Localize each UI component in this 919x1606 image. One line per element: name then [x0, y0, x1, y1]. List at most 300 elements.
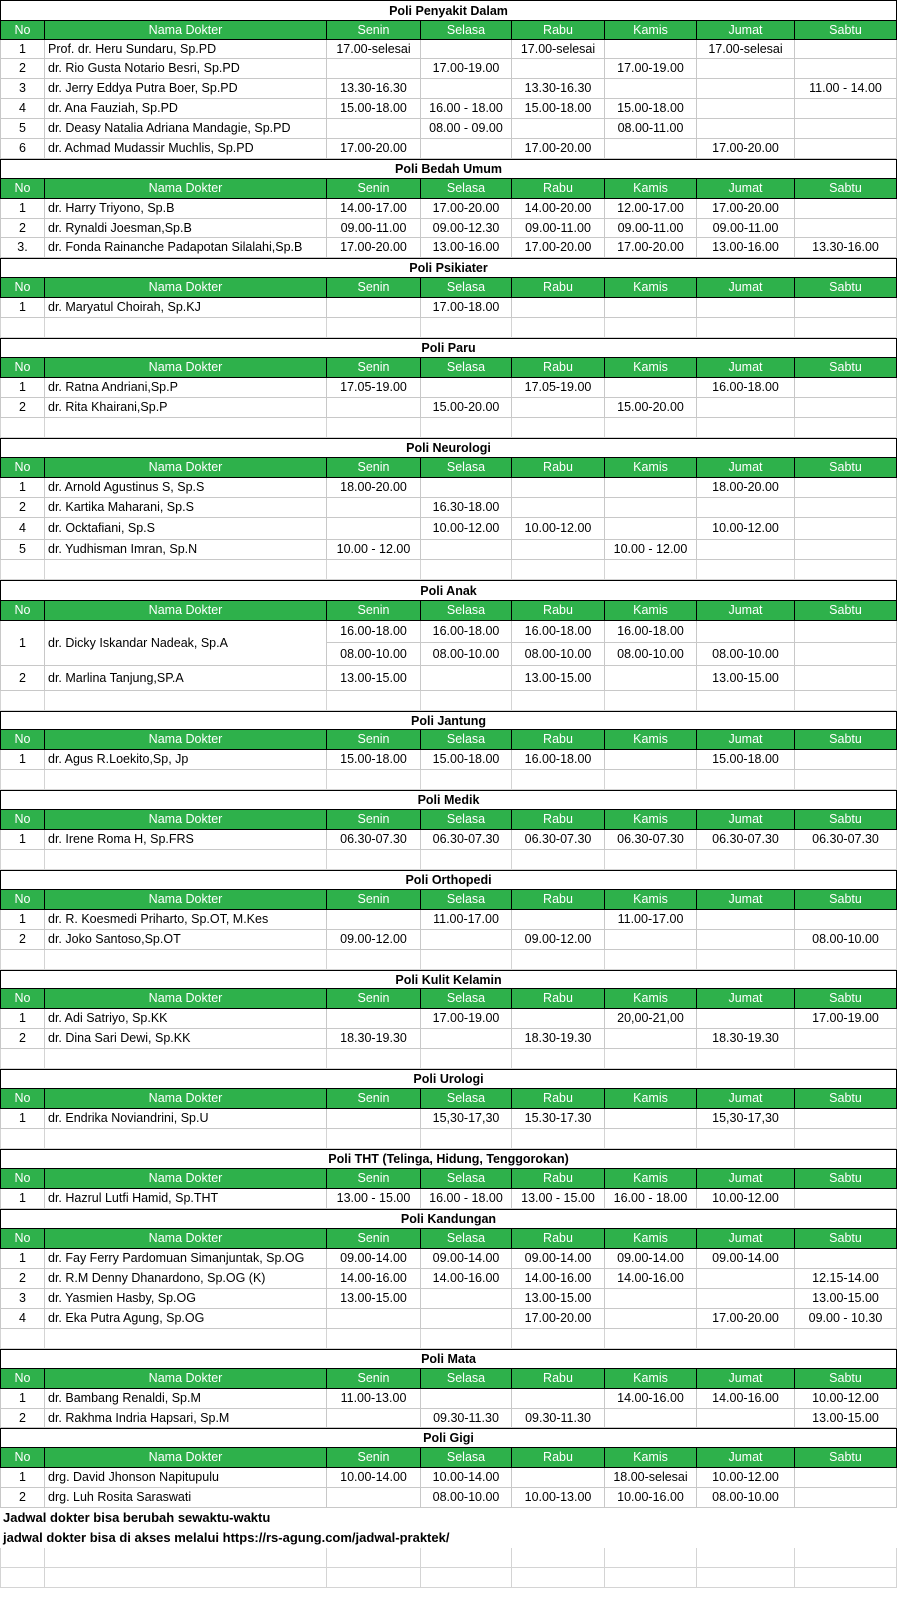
- blank-cell: [512, 770, 605, 790]
- blank-cell: [697, 1329, 795, 1349]
- schedule-cell: 17.00-19.00: [421, 1009, 512, 1029]
- schedule-cell: [697, 1009, 795, 1029]
- blank-cell: [0, 560, 45, 580]
- schedule-cell: [512, 298, 605, 318]
- schedule-cell: [327, 298, 421, 318]
- table-row: [0, 621, 919, 666]
- header-doctor-name: Nama Dokter: [45, 730, 327, 750]
- header-no: No: [0, 1229, 45, 1249]
- schedule-cell: [327, 59, 421, 79]
- section-title: Poli Orthopedi: [0, 870, 897, 890]
- blank-cell: [795, 691, 897, 711]
- header-day-sabtu: Sabtu: [795, 1448, 897, 1468]
- schedule-cell: [795, 59, 897, 79]
- schedule-cell: 17.00-20.00: [697, 199, 795, 219]
- schedule-cell: [421, 1029, 512, 1049]
- blank-cell: [697, 950, 795, 970]
- header-day-selasa: Selasa: [421, 179, 512, 199]
- schedule-cell: 06.30-07.30: [512, 830, 605, 850]
- blank-cell: [605, 318, 697, 338]
- header-day-rabu: Rabu: [512, 358, 605, 378]
- schedule-cell: 17.00-19.00: [795, 1009, 897, 1029]
- schedule-cell: [795, 540, 897, 560]
- schedule-cell: 17.00-19.00: [421, 59, 512, 79]
- table-row: [0, 59, 919, 79]
- table-row: [0, 119, 919, 139]
- schedule-cell: 17.00-selesai: [512, 40, 605, 59]
- schedule-cell: 11.00-17.00: [421, 910, 512, 930]
- row-number: 1: [0, 40, 45, 59]
- row-number: 2: [0, 219, 45, 238]
- blank-cell: [795, 318, 897, 338]
- blank-cell: [0, 691, 45, 711]
- header-day-selasa: Selasa: [421, 21, 512, 40]
- section-title-row: [0, 159, 919, 179]
- schedule-cell: 10.00-12.00: [795, 1389, 897, 1409]
- schedule-cell: 13.00-15.00: [512, 1289, 605, 1309]
- schedule-cell: [795, 99, 897, 119]
- doctor-name: dr. Bambang Renaldi, Sp.M: [45, 1389, 327, 1409]
- schedule-cell: [605, 930, 697, 950]
- schedule-cell: 08.00-11.00: [605, 119, 697, 139]
- schedule-slot: 16.00-18.00: [605, 621, 696, 643]
- schedule-cell: 09.00-12.00: [512, 930, 605, 950]
- schedule-cell: 09.00-14.00: [697, 1249, 795, 1269]
- blank-cell: [45, 691, 327, 711]
- row-number: 1: [0, 910, 45, 930]
- row-number: 1: [0, 621, 45, 666]
- schedule-cell: 12.00-17.00: [605, 199, 697, 219]
- row-number: 2: [0, 930, 45, 950]
- schedule-cell: [421, 1289, 512, 1309]
- schedule-cell: 13.00-16.00: [697, 238, 795, 258]
- header-no: No: [0, 1089, 45, 1109]
- table-header-row: [0, 989, 919, 1009]
- row-number: 3.: [0, 238, 45, 258]
- blank-cell: [697, 691, 795, 711]
- header-day-jumat: Jumat: [697, 601, 795, 621]
- table-header-row: [0, 179, 919, 199]
- schedule-cell: 14.00-16.00: [512, 1269, 605, 1289]
- header-day-sabtu: Sabtu: [795, 358, 897, 378]
- header-day-selasa: Selasa: [421, 458, 512, 478]
- schedule-cell: 09.30-11.30: [421, 1409, 512, 1428]
- schedule-cell: [697, 79, 795, 99]
- blank-cell: [512, 1548, 605, 1568]
- schedule-cell: 15.00-18.00: [421, 750, 512, 770]
- blank-cell: [327, 318, 421, 338]
- row-number: 2: [0, 1488, 45, 1508]
- row-number: 1: [0, 1468, 45, 1488]
- section-title-row: [0, 790, 919, 810]
- table-row: [0, 478, 919, 498]
- header-doctor-name: Nama Dokter: [45, 1229, 327, 1249]
- doctor-name: dr. Yasmien Hasby, Sp.OG: [45, 1289, 327, 1309]
- header-day-kamis: Kamis: [605, 278, 697, 298]
- header-day-senin: Senin: [327, 1169, 421, 1189]
- schedule-cell: [421, 930, 512, 950]
- schedule-cell: 11.00 - 14.00: [795, 79, 897, 99]
- blank-cell: [512, 1049, 605, 1069]
- section-title-row: [0, 438, 919, 458]
- schedule-cell: [605, 378, 697, 398]
- doctor-name: dr. Yudhisman Imran, Sp.N: [45, 540, 327, 560]
- table-header-row: [0, 1229, 919, 1249]
- blank-row: [0, 560, 919, 580]
- doctor-name: dr. Ocktafiani, Sp.S: [45, 518, 327, 540]
- schedule-cell: 10.00 - 12.00: [327, 540, 421, 560]
- blank-cell: [0, 1049, 45, 1069]
- schedule-cell: [327, 621, 421, 666]
- header-doctor-name: Nama Dokter: [45, 989, 327, 1009]
- header-day-selasa: Selasa: [421, 278, 512, 298]
- schedule-cell: 15.00-20.00: [605, 398, 697, 418]
- table-row: [0, 750, 919, 770]
- schedule-cell: [605, 1109, 697, 1129]
- row-number: 4: [0, 99, 45, 119]
- table-row: [0, 1289, 919, 1309]
- header-doctor-name: Nama Dokter: [45, 278, 327, 298]
- section-title-row: [0, 870, 919, 890]
- schedule-cell: 18.30-19.30: [512, 1029, 605, 1049]
- table-row: [0, 398, 919, 418]
- blank-cell: [697, 318, 795, 338]
- blank-cell: [795, 1548, 897, 1568]
- blank-cell: [421, 1548, 512, 1568]
- row-number: 1: [0, 1009, 45, 1029]
- blank-cell: [605, 1548, 697, 1568]
- doctor-name: Prof. dr. Heru Sundaru, Sp.PD: [45, 40, 327, 59]
- doctor-name: drg. Luh Rosita Saraswati: [45, 1488, 327, 1508]
- blank-cell: [605, 950, 697, 970]
- doctor-name: dr. Fonda Rainanche Padapotan Silalahi,Sp.B: [45, 238, 327, 258]
- header-day-rabu: Rabu: [512, 1169, 605, 1189]
- schedule-cell: 12.15-14.00: [795, 1269, 897, 1289]
- section-title: Poli Penyakit Dalam: [0, 0, 897, 21]
- doctor-name: dr. Deasy Natalia Adriana Mandagie, Sp.PD: [45, 119, 327, 139]
- header-day-senin: Senin: [327, 810, 421, 830]
- schedule-cell: [605, 40, 697, 59]
- row-number: 4: [0, 518, 45, 540]
- header-doctor-name: Nama Dokter: [45, 1169, 327, 1189]
- header-no: No: [0, 278, 45, 298]
- schedule-slot: 08.00-10.00: [432, 646, 500, 661]
- header-no: No: [0, 730, 45, 750]
- row-number: 1: [0, 750, 45, 770]
- schedule-cell: 13.00-15.00: [327, 1289, 421, 1309]
- blank-cell: [327, 850, 421, 870]
- schedule-cell: 14.00-20.00: [512, 199, 605, 219]
- blank-cell: [421, 1049, 512, 1069]
- schedule-slot: [697, 621, 794, 643]
- schedule-cell: 10.00 - 12.00: [605, 540, 697, 560]
- schedule-cell: 08.00-10.00: [795, 930, 897, 950]
- schedule-cell: 17.00-20.00: [605, 238, 697, 258]
- header-day-sabtu: Sabtu: [795, 179, 897, 199]
- doctor-name: dr. Rakhma Indria Hapsari, Sp.M: [45, 1409, 327, 1428]
- blank-cell: [45, 950, 327, 970]
- schedule-cell: 17.05-19.00: [327, 378, 421, 398]
- blank-cell: [512, 560, 605, 580]
- table-header-row: [0, 810, 919, 830]
- blank-cell: [605, 770, 697, 790]
- header-day-sabtu: Sabtu: [795, 458, 897, 478]
- schedule-cell: 17.00-selesai: [697, 40, 795, 59]
- row-number: 1: [0, 478, 45, 498]
- section-title-row: [0, 711, 919, 730]
- table-row: [0, 1009, 919, 1029]
- schedule-cell: [795, 298, 897, 318]
- doctor-name: dr. Eka Putra Agung, Sp.OG: [45, 1309, 327, 1329]
- schedule-cell: 09.00-11.00: [327, 219, 421, 238]
- schedule-cell: 17.00-20.00: [512, 139, 605, 159]
- schedule-cell: [697, 59, 795, 79]
- schedule-cell: [605, 298, 697, 318]
- schedule-cell: [697, 1269, 795, 1289]
- header-no: No: [0, 1448, 45, 1468]
- doctor-name: dr. Rio Gusta Notario Besri, Sp.PD: [45, 59, 327, 79]
- header-day-jumat: Jumat: [697, 358, 795, 378]
- schedule-cell: 11.00-17.00: [605, 910, 697, 930]
- schedule-cell: [327, 1409, 421, 1428]
- schedule-cell: [697, 621, 795, 666]
- schedule-slot: 08.00-10.00: [340, 646, 407, 661]
- header-doctor-name: Nama Dokter: [45, 21, 327, 40]
- schedule-cell: [697, 930, 795, 950]
- blank-cell: [45, 1568, 327, 1588]
- header-day-sabtu: Sabtu: [795, 1169, 897, 1189]
- blank-cell: [512, 950, 605, 970]
- schedule-cell: 09.00-11.00: [605, 219, 697, 238]
- schedule-cell: 13.00 - 15.00: [327, 1189, 421, 1209]
- schedule-cell: [795, 119, 897, 139]
- header-day-senin: Senin: [327, 1448, 421, 1468]
- schedule-cell: 16.30-18.00: [421, 498, 512, 518]
- schedule-cell: [795, 40, 897, 59]
- table-row: [0, 1468, 919, 1488]
- section-title-row: [0, 338, 919, 358]
- schedule-cell: 13.00-16.00: [421, 238, 512, 258]
- header-day-rabu: Rabu: [512, 179, 605, 199]
- schedule-slot: 08.00-10.00: [617, 646, 684, 661]
- blank-cell: [0, 1548, 45, 1568]
- schedule-cell: 09.00-11.00: [697, 219, 795, 238]
- schedule-cell: [421, 1309, 512, 1329]
- schedule-cell: 09.00-14.00: [327, 1249, 421, 1269]
- schedule-cell: [697, 1409, 795, 1428]
- table-header-row: [0, 358, 919, 378]
- schedule-cell: [327, 518, 421, 540]
- section-title: Poli Jantung: [0, 711, 897, 730]
- header-day-jumat: Jumat: [697, 179, 795, 199]
- schedule-cell: [512, 1009, 605, 1029]
- schedule-cell: [795, 666, 897, 691]
- row-number: 2: [0, 59, 45, 79]
- section-title-row: [0, 1149, 919, 1169]
- table-row: [0, 40, 919, 59]
- schedule-cell: [795, 219, 897, 238]
- schedule-cell: 09.00-12.30: [421, 219, 512, 238]
- schedule-cell: 09.30-11.30: [512, 1409, 605, 1428]
- section-title: Poli Mata: [0, 1349, 897, 1369]
- schedule-cell: 18.00-20.00: [327, 478, 421, 498]
- header-day-kamis: Kamis: [605, 1448, 697, 1468]
- table-header-row: [0, 601, 919, 621]
- blank-cell: [795, 850, 897, 870]
- header-day-rabu: Rabu: [512, 21, 605, 40]
- blank-row: [0, 770, 919, 790]
- schedule-cell: 17.00-20.00: [697, 1309, 795, 1329]
- header-day-sabtu: Sabtu: [795, 21, 897, 40]
- header-day-senin: Senin: [327, 179, 421, 199]
- schedule-cell: [327, 1488, 421, 1508]
- schedule-cell: 17.00-20.00: [327, 238, 421, 258]
- header-day-rabu: Rabu: [512, 601, 605, 621]
- schedule-cell: [605, 1409, 697, 1428]
- blank-cell: [421, 1568, 512, 1588]
- blank-cell: [512, 850, 605, 870]
- schedule-cell: [421, 1389, 512, 1409]
- header-day-selasa: Selasa: [421, 730, 512, 750]
- schedule-cell: 17.00-20.00: [697, 139, 795, 159]
- header-doctor-name: Nama Dokter: [45, 1369, 327, 1389]
- schedule-cell: [697, 540, 795, 560]
- schedule-cell: 10.00-14.00: [421, 1468, 512, 1488]
- header-day-rabu: Rabu: [512, 730, 605, 750]
- blank-cell: [795, 560, 897, 580]
- schedule-cell: [327, 498, 421, 518]
- schedule-cell: [421, 40, 512, 59]
- header-day-kamis: Kamis: [605, 989, 697, 1009]
- table-row: [0, 498, 919, 518]
- schedule-cell: [327, 1109, 421, 1129]
- blank-cell: [45, 418, 327, 438]
- table-row: [0, 666, 919, 691]
- schedule-cell: [512, 478, 605, 498]
- schedule-cell: 13.30-16.00: [795, 238, 897, 258]
- schedule-cell: [512, 59, 605, 79]
- schedule-cell: 10.00-16.00: [605, 1488, 697, 1508]
- schedule-cell: 16.00 - 18.00: [605, 1189, 697, 1209]
- doctor-name: dr. Marlina Tanjung,SP.A: [45, 666, 327, 691]
- blank-cell: [697, 1568, 795, 1588]
- schedule-cell: 06.30-07.30: [697, 830, 795, 850]
- blank-cell: [0, 318, 45, 338]
- schedule-cell: [512, 540, 605, 560]
- table-header-row: [0, 1448, 919, 1468]
- header-no: No: [0, 1369, 45, 1389]
- doctor-name: dr. Joko Santoso,Sp.OT: [45, 930, 327, 950]
- blank-cell: [421, 950, 512, 970]
- blank-cell: [45, 1129, 327, 1149]
- blank-cell: [697, 1129, 795, 1149]
- header-day-senin: Senin: [327, 730, 421, 750]
- blank-cell: [421, 560, 512, 580]
- section-title-row: [0, 1428, 919, 1448]
- blank-cell: [421, 1129, 512, 1149]
- section-title: Poli Medik: [0, 790, 897, 810]
- section-title-row: [0, 970, 919, 989]
- doctor-name: dr. Ratna Andriani,Sp.P: [45, 378, 327, 398]
- table-row: [0, 830, 919, 850]
- section-title-row: [0, 258, 919, 278]
- row-number: 2: [0, 1409, 45, 1428]
- blank-row: [0, 1049, 919, 1069]
- table-row: [0, 1389, 919, 1409]
- doctor-name: dr. Maryatul Choirah, Sp.KJ: [45, 298, 327, 318]
- footer-note: Jadwal dokter bisa berubah sewaktu-waktu: [3, 1510, 271, 1525]
- schedule-cell: 10.00-12.00: [512, 518, 605, 540]
- section-title-row: [0, 1349, 919, 1369]
- schedule-slot: [795, 643, 896, 665]
- blank-cell: [697, 418, 795, 438]
- schedule-cell: 18.30-19.30: [327, 1029, 421, 1049]
- schedule-cell: [697, 119, 795, 139]
- header-day-kamis: Kamis: [605, 1089, 697, 1109]
- table-row: [0, 238, 919, 258]
- schedule-cell: 15,30-17,30: [421, 1109, 512, 1129]
- blank-cell: [327, 560, 421, 580]
- blank-cell: [605, 1568, 697, 1588]
- schedule-cell: [795, 478, 897, 498]
- schedule-cell: [795, 398, 897, 418]
- blank-cell: [45, 1548, 327, 1568]
- schedule-cell: [512, 1389, 605, 1409]
- schedule-cell: 14.00-16.00: [605, 1269, 697, 1289]
- blank-cell: [605, 691, 697, 711]
- schedule-cell: 14.00-16.00: [327, 1269, 421, 1289]
- header-day-rabu: Rabu: [512, 1369, 605, 1389]
- header-day-rabu: Rabu: [512, 989, 605, 1009]
- schedule-cell: [421, 378, 512, 398]
- schedule-cell: [512, 119, 605, 139]
- header-doctor-name: Nama Dokter: [45, 179, 327, 199]
- blank-cell: [0, 1129, 45, 1149]
- schedule-cell: 14.00-16.00: [605, 1389, 697, 1409]
- header-day-jumat: Jumat: [697, 458, 795, 478]
- blank-cell: [512, 418, 605, 438]
- header-day-sabtu: Sabtu: [795, 1089, 897, 1109]
- blank-cell: [605, 1329, 697, 1349]
- schedule-cell: 08.00-10.00: [421, 1488, 512, 1508]
- header-no: No: [0, 1169, 45, 1189]
- blank-cell: [327, 418, 421, 438]
- header-day-senin: Senin: [327, 1089, 421, 1109]
- schedule-cell: 13.00-15.00: [327, 666, 421, 691]
- schedule-cell: [421, 478, 512, 498]
- row-number: 2: [0, 1269, 45, 1289]
- table-row: [0, 79, 919, 99]
- blank-cell: [512, 1568, 605, 1588]
- schedule-cell: 13.30-16.30: [512, 79, 605, 99]
- table-row: [0, 298, 919, 318]
- schedule-cell: [605, 139, 697, 159]
- blank-cell: [327, 770, 421, 790]
- header-day-rabu: Rabu: [512, 458, 605, 478]
- section-title: Poli Anak: [0, 580, 897, 601]
- schedule-cell: [795, 910, 897, 930]
- schedule-cell: 15.00-18.00: [512, 99, 605, 119]
- schedule-cell: 10.00-13.00: [512, 1488, 605, 1508]
- doctor-name: dr. Hazrul Lutfi Hamid, Sp.THT: [45, 1189, 327, 1209]
- row-number: 1: [0, 298, 45, 318]
- schedule-cell: [327, 1009, 421, 1029]
- schedule-cell: 15.00-18.00: [327, 750, 421, 770]
- schedule-cell: [795, 1029, 897, 1049]
- schedule-cell: 14.00-16.00: [421, 1269, 512, 1289]
- schedule-cell: [795, 750, 897, 770]
- schedule-slot: [795, 621, 896, 643]
